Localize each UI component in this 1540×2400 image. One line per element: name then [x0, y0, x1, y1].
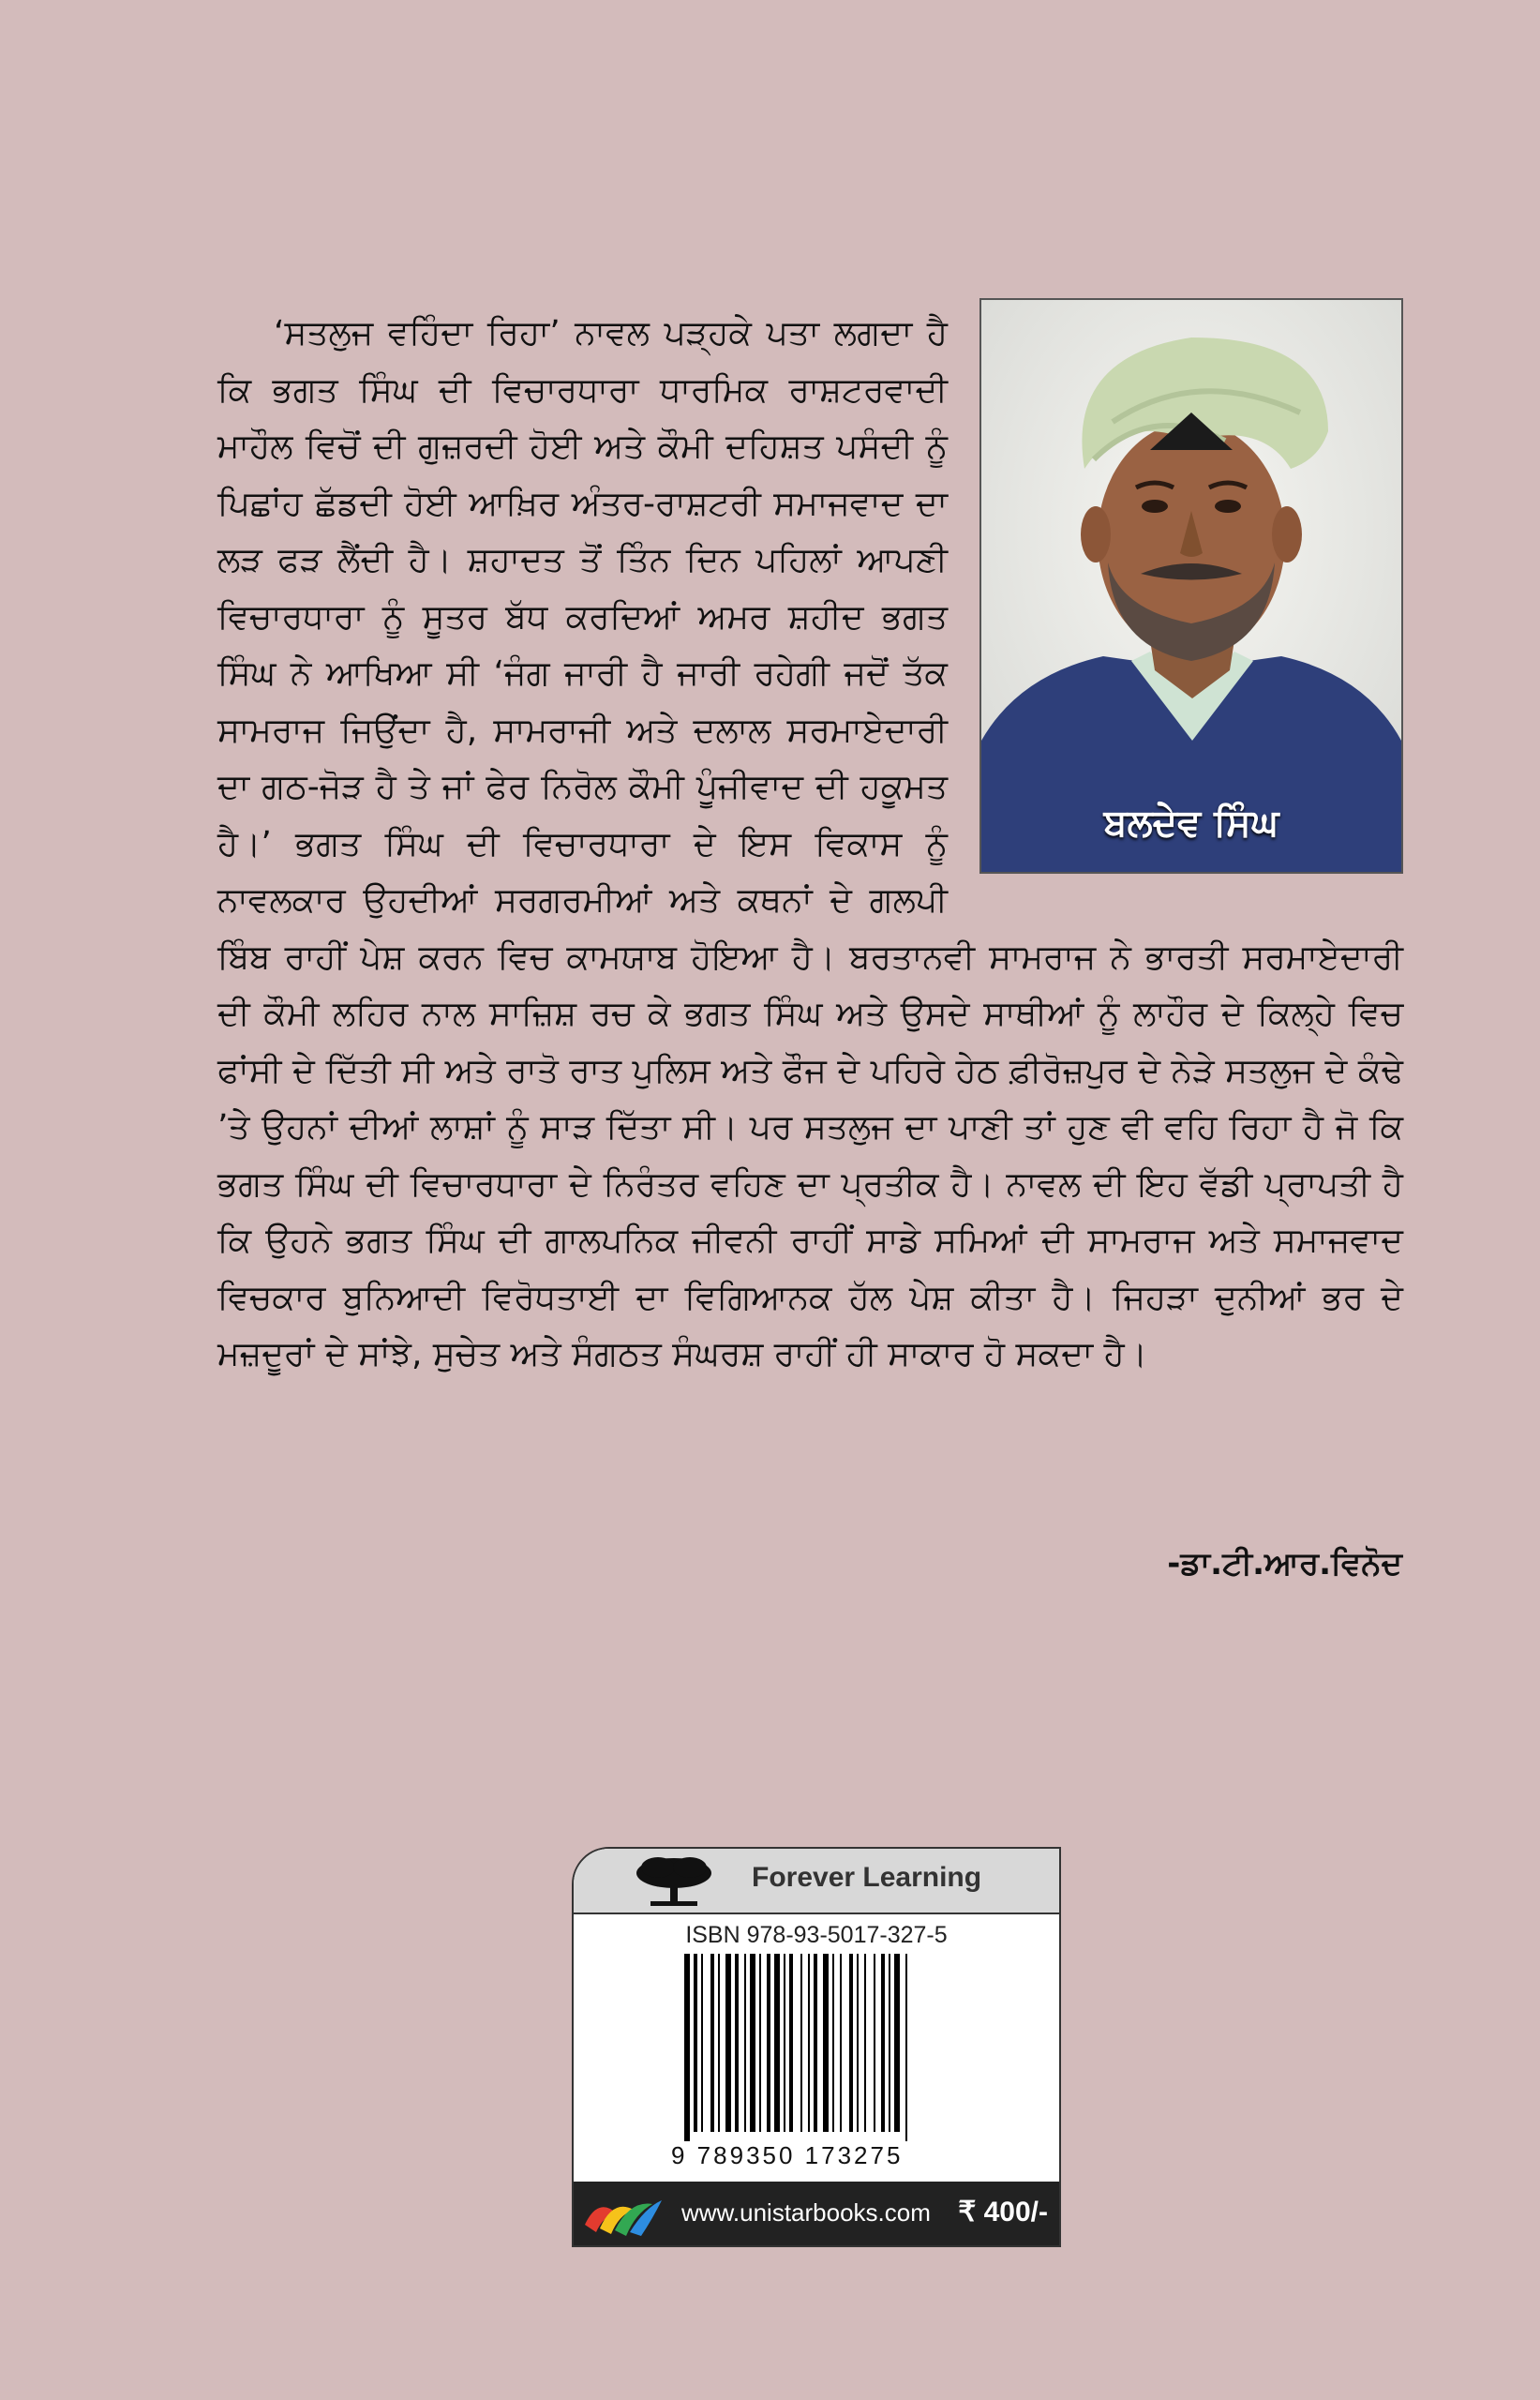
- publisher-footer: [574, 2182, 1059, 2245]
- barcode-bar: [864, 1954, 866, 2132]
- barcode-bar: [849, 1954, 853, 2132]
- barcode-bar: [823, 1954, 829, 2132]
- barcode-digits: 9 789350 173275: [671, 2141, 904, 2169]
- barcode-bar: [874, 1954, 875, 2132]
- barcode-bar: [684, 1954, 690, 2141]
- barcode: [684, 1954, 956, 2141]
- blurb-text-block: [217, 306, 1403, 1384]
- tree-icon: [632, 1854, 716, 1909]
- barcode-bar: [744, 1954, 746, 2132]
- publisher-logo-icon: [579, 2187, 665, 2240]
- publisher-website: www.unistarbooks.com: [681, 2198, 931, 2227]
- barcode-header: [574, 1849, 1059, 1914]
- barcode-bar: [800, 1954, 802, 2132]
- barcode-bar: [701, 1954, 703, 2132]
- publisher-tagline: Forever Learning: [752, 1862, 982, 1893]
- barcode-bar: [774, 1954, 780, 2132]
- barcode-bar: [759, 1954, 761, 2132]
- author-name-caption: ਬਲਦੇਵ ਸਿੰਘ: [1103, 801, 1279, 845]
- barcode-bar: [750, 1954, 755, 2132]
- barcode-bar: [808, 1954, 810, 2132]
- barcode-bar: [905, 1954, 907, 2141]
- barcode-bar: [718, 1954, 720, 2132]
- barcode-bar: [840, 1954, 842, 2132]
- barcode-bar: [832, 1954, 834, 2132]
- barcode-bar: [881, 1954, 885, 2132]
- barcode-bar: [814, 1954, 817, 2132]
- author-photo: [979, 298, 1403, 874]
- barcode-bar: [767, 1954, 770, 2132]
- barcode-bar: [889, 1954, 890, 2132]
- barcode-bar: [694, 1954, 697, 2132]
- barcode-bar: [710, 1954, 714, 2132]
- book-price: ₹ 400/-: [958, 2197, 1048, 2228]
- barcode-bar: [789, 1954, 793, 2132]
- barcode-bar: [857, 1954, 859, 2132]
- author-portrait-illustration: [981, 300, 1401, 872]
- reviewer-signature: -ਡਾ.ਟੀ.ਆਰ.ਵਿਨੋਦ: [1167, 1545, 1402, 1582]
- barcode-bar: [725, 1954, 731, 2132]
- isbn-text: ISBN 978-93-5017-327-5: [685, 1922, 948, 1948]
- barcode-panel: [572, 1847, 1061, 2247]
- barcode-bar: [735, 1954, 739, 2132]
- barcode-bar: [784, 1954, 785, 2132]
- blurb-paragraph: ‘ਸਤਲੁਜ ਵਹਿੰਦਾ ਰਿਹਾ’ ਨਾਵਲ ਪੜ੍ਹਕੇ ਪਤਾ ਲਗਦਾ ਹੈ ਕਿ ਭਗਤ ਸਿੰਘ ਦੀ ਵਿਚਾਰਧਾਰਾ ਧਾਰਮਿਕ ਰਾਸ਼ਟਰਵਾਦੀ ਮਾਹੌਲ ਵਿਚੋਂ ਦੀ ਗੁਜ਼ਰਦੀ ਹੋਈ ਅਤੇ ਕੌਮੀ ਦਹਿਸ਼ਤ ਪਸੰਦੀ ਨੂੰ ਪਿਛਾਂਹ ਛੱਡਦੀ ਹੋਈ ਆਖ਼ਿਰ ਅੰਤਰ-ਰਾਸ਼ਟਰੀ ਸਮਾਜਵਾਦ ਦਾ ਲੜ ਫੜ ਲੈਂਦੀ ਹੈ। ਸ਼ਹਾਦਤ ਤੋਂ ਤਿੰਨ ਦਿਨ ਪਹਿਲਾਂ ਆਪਣੀ ਵਿਚਾਰਧਾਰਾ ਨੂੰ ਸੂਤਰ ਬੱਧ ਕਰਦਿਆਂ ਅਮਰ ਸ਼ਹੀਦ ਭਗਤ ਸਿੰਘ ਨੇ ਆਖਿਆ ਸੀ ‘ਜੰਗ ਜਾਰੀ ਹੈ ਜਾਰੀ ਰਹੇਗੀ ਜਦੋਂ ਤੱਕ ਸਾਮਰਾਜ ਜਿਉਂਦਾ ਹੈ, ਸਾਮਰਾਜੀ ਅਤੇ ਦਲਾਲ ਸਰਮਾਏਦਾਰੀ ਦਾ ਗਠ-ਜੋੜ ਹੈ ਤੇ ਜਾਂ ਫੇਰ ਨਿਰੋਲ ਕੌਮੀ ਪੂੰਜੀਵਾਦ ਦੀ ਹਕੂਮਤ ਹੈ।’ ਭਗਤ ਸਿੰਘ ਦੀ ਵਿਚਾਰਧਾਰਾ ਦੇ ਇਸ ਵਿਕਾਸ ਨੂੰ ਨਾਵਲਕਾਰ ਉਹਦੀਆਂ ਸਰਗਰਮੀਆਂ ਅਤੇ ਕਥਨਾਂ ਦੇ ਗਲਪੀ ਬਿੰਬ ਰਾਹੀਂ ਪੇਸ਼ ਕਰਨ ਵਿਚ ਕਾਮਯਾਬ ਹੋਇਆ ਹੈ। ਬਰਤਾਨਵੀ ਸਾਮਰਾਜ ਨੇ ਭਾਰਤੀ ਸਰਮਾਏਦਾਰੀ ਦੀ ਕੌਮੀ ਲਹਿਰ ਨਾਲ ਸਾਜ਼ਿਸ਼ ਰਚ ਕੇ ਭਗਤ ਸਿੰਘ ਅਤੇ ਉਸਦੇ ਸਾਥੀਆਂ ਨੂੰ ਲਾਹੌਰ ਦੇ ਕਿਲ੍ਹੇ ਵਿਚ ਫਾਂਸੀ ਦੇ ਦਿੱਤੀ ਸੀ ਅਤੇ ਰਾਤੋ ਰਾਤ ਪੁਲਿਸ ਅਤੇ ਫੌਜ ਦੇ ਪਹਿਰੇ ਹੇਠ ਫ਼ੀਰੋਜ਼ਪੁਰ ਦੇ ਨੇੜੇ ਸਤਲੁਜ ਦੇ ਕੰਢੇ ’ਤੇ ਉਹਨਾਂ ਦੀਆਂ ਲਾਸ਼ਾਂ ਨੂੰ ਸਾੜ ਦਿੱਤਾ ਸੀ। ਪਰ ਸਤਲੁਜ ਦਾ ਪਾਣੀ ਤਾਂ ਹੁਣ ਵੀ ਵਹਿ ਰਿਹਾ ਹੈ ਜੋ ਕਿ ਭਗਤ ਸਿੰਘ ਦੀ ਵਿਚਾਰਧਾਰਾ ਦੇ ਨਿਰੰਤਰ ਵਹਿਣ ਦਾ ਪ੍ਰਤੀਕ ਹੈ। ਨਾਵਲ ਦੀ ਇਹ ਵੱਡੀ ਪ੍ਰਾਪਤੀ ਹੈ ਕਿ ਉਹਨੇ ਭਗਤ ਸਿੰਘ ਦੀ ਗਾਲਪਨਿਕ ਜੀਵਨੀ ਰਾਹੀਂ ਸਾਡੇ ਸਮਿਆਂ ਦੀ ਸਾਮਰਾਜ ਅਤੇ ਸਮਾਜਵਾਦ ਵਿਚਕਾਰ ਬੁਨਿਆਦੀ ਵਿਰੋਧਤਾਈ ਦਾ ਵਿਗਿਆਨਕ ਹੱਲ ਪੇਸ਼ ਕੀਤਾ ਹੈ। ਜਿਹੜਾ ਦੁਨੀਆਂ ਭਰ ਦੇ ਮਜ਼ਦੂਰਾਂ ਦੇ ਸਾਂਝੇ, ਸੁਚੇਤ ਅਤੇ ਸੰਗਠਤ ਸੰਘਰਸ਼ ਰਾਹੀਂ ਹੀ ਸਾਕਾਰ ਹੋ ਸਕਦਾ ਹੈ।: [217, 314, 1403, 1373]
- barcode-bar: [894, 1954, 900, 2132]
